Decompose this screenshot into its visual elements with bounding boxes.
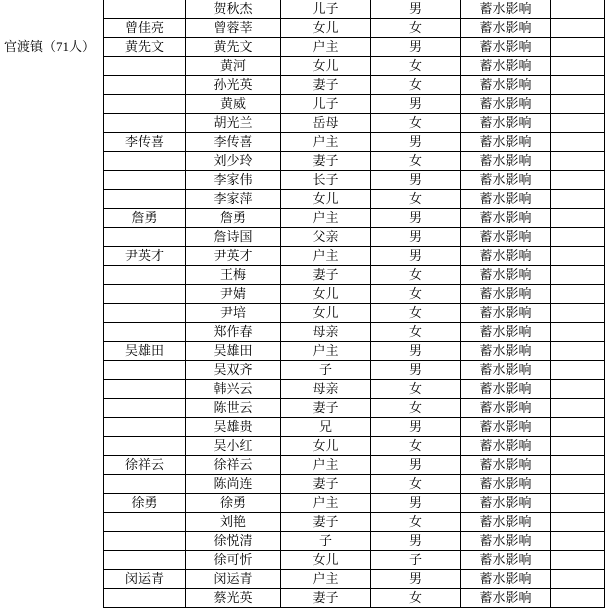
impact-cell: 蓄水影响	[461, 399, 551, 418]
relation-cell: 妻子	[281, 76, 371, 95]
relation-cell: 户主	[281, 342, 371, 361]
person-name-cell: 尹英才	[186, 247, 281, 266]
relation-cell: 父亲	[281, 228, 371, 247]
person-name-cell: 陈世云	[186, 399, 281, 418]
relation-cell: 长子	[281, 171, 371, 190]
impact-cell: 蓄水影响	[461, 323, 551, 342]
table-row	[104, 38, 605, 57]
note-cell	[551, 418, 605, 437]
table-row	[104, 285, 605, 304]
table-row	[104, 228, 605, 247]
person-name-cell: 吴雄贵	[186, 418, 281, 437]
person-name-cell: 蔡光英	[186, 589, 281, 608]
note-cell	[551, 152, 605, 171]
gender-cell: 男	[371, 95, 461, 114]
relation-cell: 女儿	[281, 19, 371, 38]
note-cell	[551, 209, 605, 228]
note-cell	[551, 475, 605, 494]
relation-cell: 户主	[281, 247, 371, 266]
table-row	[104, 304, 605, 323]
household-head-cell: 徐祥云	[104, 456, 186, 475]
impact-cell: 蓄水影响	[461, 285, 551, 304]
table-row	[104, 247, 605, 266]
person-name-cell: 陈尚连	[186, 475, 281, 494]
table-row	[104, 437, 605, 456]
table-row	[104, 95, 605, 114]
relation-cell: 妻子	[281, 475, 371, 494]
gender-cell: 女	[371, 19, 461, 38]
gender-cell: 男	[371, 247, 461, 266]
relation-cell: 女儿	[281, 551, 371, 570]
table-row	[104, 342, 605, 361]
household-head-cell	[104, 323, 186, 342]
impact-cell: 蓄水影响	[461, 190, 551, 209]
gender-cell: 男	[371, 456, 461, 475]
impact-cell: 蓄水影响	[461, 304, 551, 323]
impact-cell: 蓄水影响	[461, 418, 551, 437]
gender-cell: 男	[371, 0, 461, 19]
person-name-cell: 闵运青	[186, 570, 281, 589]
note-cell	[551, 19, 605, 38]
household-head-cell	[104, 114, 186, 133]
gender-cell: 男	[371, 570, 461, 589]
person-name-cell: 刘艳	[186, 513, 281, 532]
note-cell	[551, 171, 605, 190]
relation-cell: 户主	[281, 209, 371, 228]
resettlement-table	[103, 0, 605, 608]
relation-cell: 兄	[281, 418, 371, 437]
household-head-cell	[104, 551, 186, 570]
table-row	[104, 532, 605, 551]
relation-cell: 户主	[281, 133, 371, 152]
impact-cell: 蓄水影响	[461, 114, 551, 133]
note-cell	[551, 133, 605, 152]
relation-cell: 子	[281, 532, 371, 551]
table-row	[104, 589, 605, 608]
impact-cell: 蓄水影响	[461, 437, 551, 456]
person-name-cell: 詹勇	[186, 209, 281, 228]
household-head-cell	[104, 0, 186, 19]
note-cell	[551, 551, 605, 570]
household-head-cell: 闵运青	[104, 570, 186, 589]
household-head-cell: 徐勇	[104, 494, 186, 513]
person-name-cell: 黄先文	[186, 38, 281, 57]
table-row	[104, 551, 605, 570]
gender-cell: 男	[371, 171, 461, 190]
person-name-cell: 徐悦清	[186, 532, 281, 551]
note-cell	[551, 114, 605, 133]
note-cell	[551, 589, 605, 608]
household-head-cell	[104, 361, 186, 380]
table-row	[104, 494, 605, 513]
person-name-cell: 曾蓉莘	[186, 19, 281, 38]
relation-cell: 岳母	[281, 114, 371, 133]
person-name-cell: 徐祥云	[186, 456, 281, 475]
impact-cell: 蓄水影响	[461, 570, 551, 589]
impact-cell: 蓄水影响	[461, 76, 551, 95]
impact-cell: 蓄水影响	[461, 266, 551, 285]
impact-cell: 蓄水影响	[461, 513, 551, 532]
relation-cell: 母亲	[281, 323, 371, 342]
gender-cell: 男	[371, 38, 461, 57]
relation-cell: 妻子	[281, 399, 371, 418]
household-head-cell	[104, 418, 186, 437]
relation-cell: 女儿	[281, 190, 371, 209]
household-head-cell	[104, 589, 186, 608]
person-name-cell: 贺秋杰	[186, 0, 281, 19]
table-row	[104, 57, 605, 76]
household-head-cell	[104, 190, 186, 209]
impact-cell: 蓄水影响	[461, 475, 551, 494]
relation-cell: 女儿	[281, 285, 371, 304]
table-row	[104, 171, 605, 190]
impact-cell: 蓄水影响	[461, 95, 551, 114]
gender-cell: 女	[371, 152, 461, 171]
household-head-cell	[104, 285, 186, 304]
household-head-cell	[104, 304, 186, 323]
region-label: 官渡镇（71人）	[4, 39, 96, 54]
table-row	[104, 570, 605, 589]
household-head-cell: 詹勇	[104, 209, 186, 228]
table-row	[104, 76, 605, 95]
household-head-cell: 曾佳亮	[104, 19, 186, 38]
relation-cell: 妻子	[281, 513, 371, 532]
household-head-cell	[104, 266, 186, 285]
note-cell	[551, 323, 605, 342]
note-cell	[551, 361, 605, 380]
person-name-cell: 吴雄田	[186, 342, 281, 361]
table-row	[104, 380, 605, 399]
note-cell	[551, 304, 605, 323]
person-name-cell: 李家伟	[186, 171, 281, 190]
impact-cell: 蓄水影响	[461, 456, 551, 475]
household-head-cell	[104, 475, 186, 494]
household-head-cell	[104, 228, 186, 247]
impact-cell: 蓄水影响	[461, 247, 551, 266]
table-row	[104, 133, 605, 152]
relation-cell: 儿子	[281, 0, 371, 19]
relation-cell: 户主	[281, 570, 371, 589]
household-head-cell: 李传喜	[104, 133, 186, 152]
note-cell	[551, 0, 605, 19]
gender-cell: 男	[371, 532, 461, 551]
note-cell	[551, 228, 605, 247]
person-name-cell: 徐可忻	[186, 551, 281, 570]
relation-cell: 女儿	[281, 437, 371, 456]
gender-cell: 男	[371, 342, 461, 361]
table-row	[104, 418, 605, 437]
gender-cell: 女	[371, 475, 461, 494]
note-cell	[551, 57, 605, 76]
gender-cell: 女	[371, 266, 461, 285]
note-cell	[551, 285, 605, 304]
note-cell	[551, 76, 605, 95]
gender-cell: 子	[371, 551, 461, 570]
note-cell	[551, 437, 605, 456]
person-name-cell: 王梅	[186, 266, 281, 285]
gender-cell: 女	[371, 76, 461, 95]
impact-cell: 蓄水影响	[461, 0, 551, 19]
note-cell	[551, 380, 605, 399]
gender-cell: 女	[371, 513, 461, 532]
gender-cell: 女	[371, 589, 461, 608]
gender-cell: 男	[371, 228, 461, 247]
impact-cell: 蓄水影响	[461, 532, 551, 551]
note-cell	[551, 570, 605, 589]
impact-cell: 蓄水影响	[461, 171, 551, 190]
gender-cell: 女	[371, 114, 461, 133]
person-name-cell: 李家萍	[186, 190, 281, 209]
person-name-cell: 黄河	[186, 57, 281, 76]
gender-cell: 女	[371, 190, 461, 209]
table-row	[104, 513, 605, 532]
impact-cell: 蓄水影响	[461, 19, 551, 38]
table-row	[104, 0, 605, 19]
household-head-cell: 吴雄田	[104, 342, 186, 361]
gender-cell: 女	[371, 437, 461, 456]
impact-cell: 蓄水影响	[461, 342, 551, 361]
household-head-cell	[104, 57, 186, 76]
household-head-cell	[104, 513, 186, 532]
household-head-cell	[104, 95, 186, 114]
person-name-cell: 李传喜	[186, 133, 281, 152]
gender-cell: 女	[371, 323, 461, 342]
note-cell	[551, 190, 605, 209]
household-head-cell	[104, 532, 186, 551]
household-head-cell	[104, 380, 186, 399]
gender-cell: 男	[371, 494, 461, 513]
gender-cell: 女	[371, 304, 461, 323]
relation-cell: 妻子	[281, 152, 371, 171]
table-row	[104, 152, 605, 171]
note-cell	[551, 456, 605, 475]
note-cell	[551, 38, 605, 57]
note-cell	[551, 532, 605, 551]
table-row	[104, 323, 605, 342]
person-name-cell: 孙光英	[186, 76, 281, 95]
relation-cell: 户主	[281, 38, 371, 57]
impact-cell: 蓄水影响	[461, 380, 551, 399]
person-name-cell: 韩兴云	[186, 380, 281, 399]
gender-cell: 男	[371, 133, 461, 152]
impact-cell: 蓄水影响	[461, 38, 551, 57]
relation-cell: 妻子	[281, 266, 371, 285]
relation-cell: 妻子	[281, 589, 371, 608]
note-cell	[551, 513, 605, 532]
table-row	[104, 361, 605, 380]
impact-cell: 蓄水影响	[461, 152, 551, 171]
impact-cell: 蓄水影响	[461, 361, 551, 380]
relation-cell: 户主	[281, 456, 371, 475]
relation-cell: 儿子	[281, 95, 371, 114]
table-row	[104, 19, 605, 38]
note-cell	[551, 494, 605, 513]
impact-cell: 蓄水影响	[461, 494, 551, 513]
gender-cell: 男	[371, 418, 461, 437]
impact-cell: 蓄水影响	[461, 209, 551, 228]
relation-cell: 户主	[281, 494, 371, 513]
table-row	[104, 456, 605, 475]
relation-cell: 女儿	[281, 304, 371, 323]
person-name-cell: 詹诗国	[186, 228, 281, 247]
relation-cell: 母亲	[281, 380, 371, 399]
table-row	[104, 190, 605, 209]
impact-cell: 蓄水影响	[461, 228, 551, 247]
impact-cell: 蓄水影响	[461, 551, 551, 570]
person-name-cell: 徐勇	[186, 494, 281, 513]
person-name-cell: 吴双齐	[186, 361, 281, 380]
table-row	[104, 475, 605, 494]
household-head-cell	[104, 171, 186, 190]
person-name-cell: 吴小红	[186, 437, 281, 456]
person-name-cell: 尹培	[186, 304, 281, 323]
household-head-cell: 黄先文	[104, 38, 186, 57]
gender-cell: 女	[371, 285, 461, 304]
impact-cell: 蓄水影响	[461, 589, 551, 608]
relation-cell: 子	[281, 361, 371, 380]
household-head-cell	[104, 437, 186, 456]
gender-cell: 女	[371, 399, 461, 418]
gender-cell: 男	[371, 361, 461, 380]
person-name-cell: 黄威	[186, 95, 281, 114]
person-name-cell: 郑作春	[186, 323, 281, 342]
note-cell	[551, 342, 605, 361]
table-row	[104, 209, 605, 228]
household-head-cell	[104, 399, 186, 418]
table-row	[104, 114, 605, 133]
relation-cell: 女儿	[281, 57, 371, 76]
impact-cell: 蓄水影响	[461, 57, 551, 76]
household-head-cell	[104, 152, 186, 171]
person-name-cell: 尹婧	[186, 285, 281, 304]
impact-cell: 蓄水影响	[461, 133, 551, 152]
gender-cell: 女	[371, 57, 461, 76]
note-cell	[551, 247, 605, 266]
table-row	[104, 399, 605, 418]
gender-cell: 女	[371, 380, 461, 399]
note-cell	[551, 266, 605, 285]
person-name-cell: 胡光兰	[186, 114, 281, 133]
note-cell	[551, 95, 605, 114]
household-head-cell: 尹英才	[104, 247, 186, 266]
person-name-cell: 刘少玲	[186, 152, 281, 171]
household-head-cell	[104, 76, 186, 95]
table-row	[104, 266, 605, 285]
note-cell	[551, 399, 605, 418]
gender-cell: 男	[371, 209, 461, 228]
